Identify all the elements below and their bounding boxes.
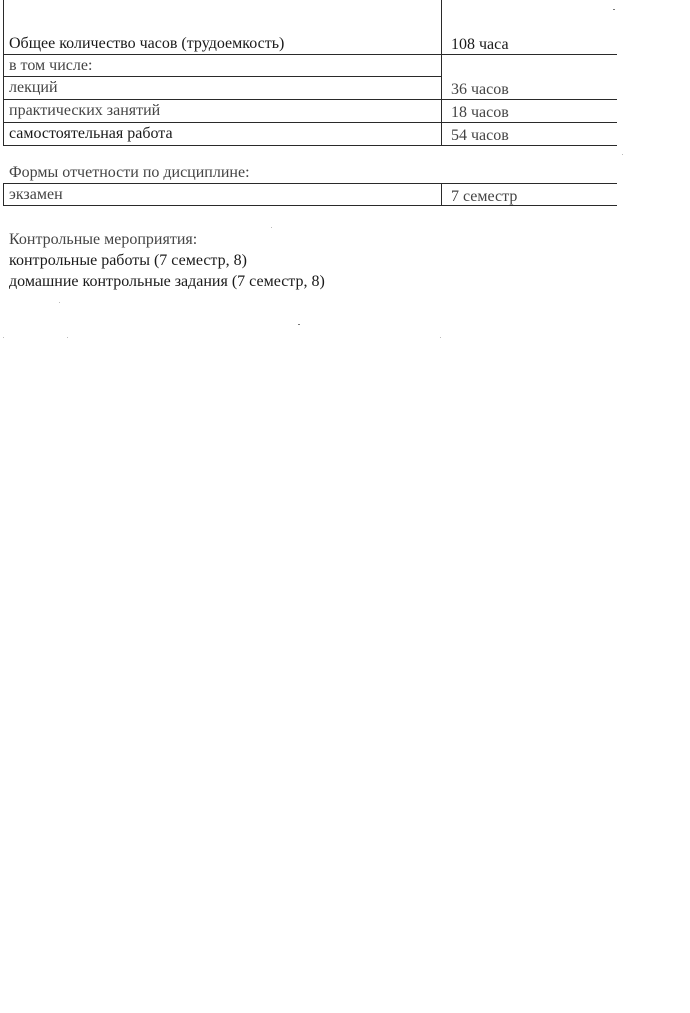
total-hours-value: 108 часа — [451, 36, 509, 53]
row-rule — [3, 122, 617, 123]
row-rule — [3, 99, 617, 100]
reporting-divider — [441, 183, 442, 205]
scan-speck — [613, 9, 615, 10]
control-heading: Контрольные мероприятия: — [9, 231, 198, 248]
total-hours-label: Общее количество часов (трудоемкость) — [9, 35, 285, 52]
exam-label: экзамен — [9, 186, 63, 203]
table-divider-vertical — [441, 0, 442, 146]
self-study-value: 54 часов — [451, 127, 509, 144]
control-item: контрольные работы (7 семестр, 8) — [9, 252, 247, 269]
self-study-label: самостоятельная работа — [9, 125, 173, 142]
practical-label: практических занятий — [9, 102, 161, 119]
reporting-left-border — [3, 183, 4, 205]
row-rule — [3, 54, 617, 55]
table-left-border — [3, 0, 4, 146]
exam-semester: 7 семестр — [451, 188, 518, 205]
scan-speck — [440, 337, 441, 338]
row-rule — [3, 76, 442, 77]
reporting-top-rule — [3, 183, 617, 184]
scan-speck — [298, 324, 300, 325]
scan-speck — [3, 337, 4, 338]
lectures-value: 36 часов — [451, 81, 509, 98]
reporting-bottom-rule — [3, 205, 617, 206]
scan-speck — [59, 302, 60, 303]
control-item: домашние контрольные задания (7 семестр, 8) — [9, 273, 325, 290]
reporting-heading: Формы отчетности по дисциплине: — [9, 164, 250, 181]
scan-speck — [622, 154, 623, 155]
practical-value: 18 часов — [451, 104, 509, 121]
scan-speck — [271, 227, 272, 228]
including-label: в том числе: — [9, 57, 93, 74]
scan-speck — [67, 337, 68, 338]
row-rule — [3, 145, 617, 146]
lectures-label: лекций — [9, 79, 58, 96]
